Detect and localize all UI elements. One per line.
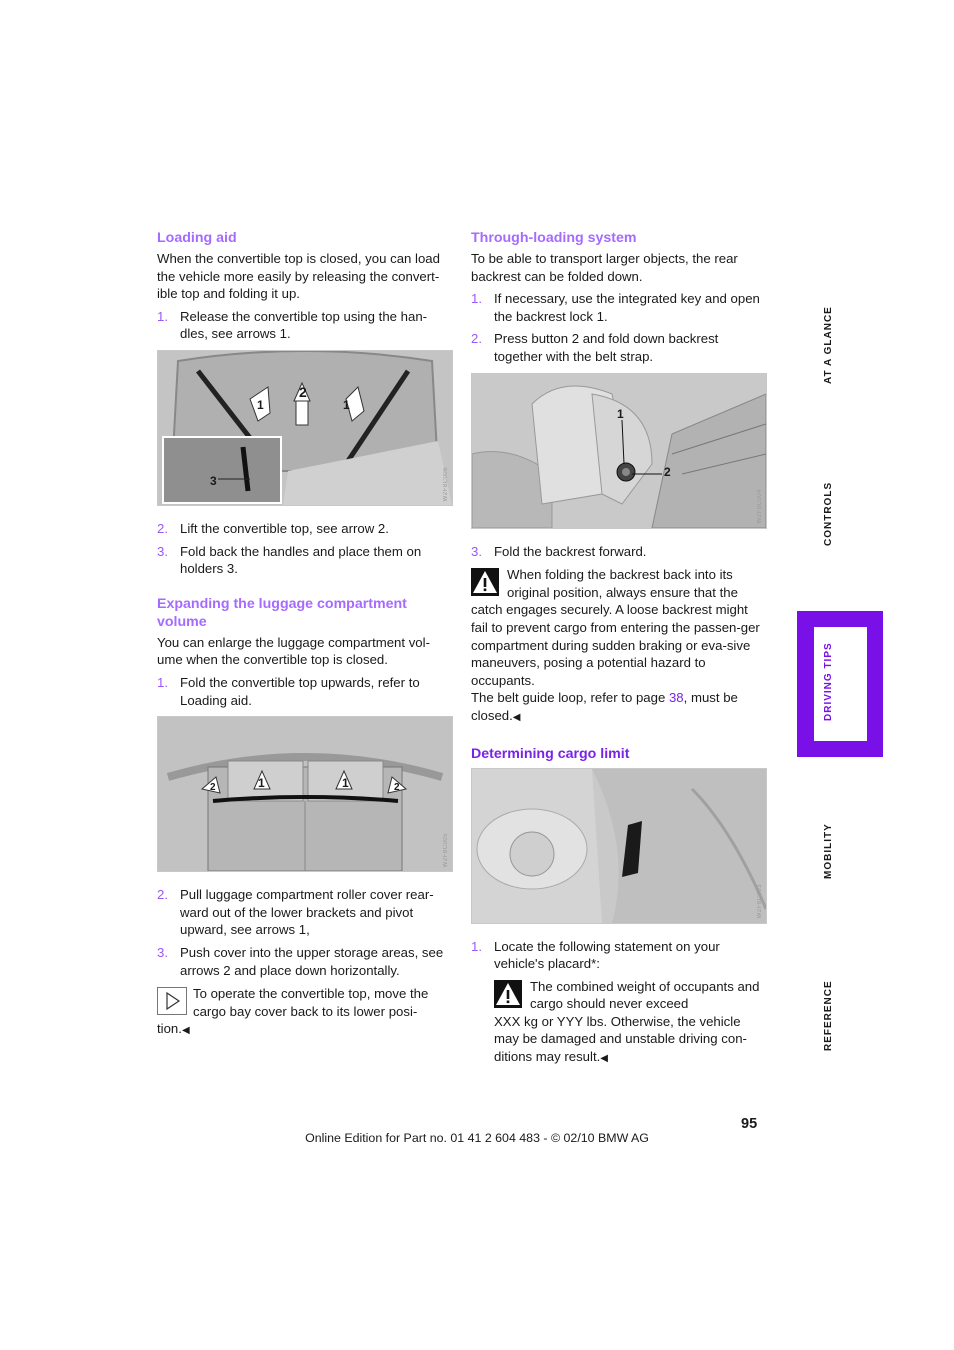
tab-label: CONTROLS xyxy=(823,481,834,546)
note-continuation xyxy=(157,1020,453,1040)
list-item xyxy=(157,886,453,939)
step-text: Lift the convertible top, see arrow 2. xyxy=(180,520,389,536)
belt-loop-text: The belt guide loop, refer to page xyxy=(471,690,669,706)
backrest-lock-figure xyxy=(471,373,767,529)
step-number: 2. xyxy=(471,331,482,347)
step-text: Press button 2 and fold down backrest together with the belt strap. xyxy=(494,331,719,364)
page-link[interactable]: 38 xyxy=(668,690,684,706)
figure-label: 1 xyxy=(258,776,265,791)
step-number: 2. xyxy=(157,520,168,536)
step-text: Release the convertible top using the han-dles, see arrows 1. xyxy=(180,308,428,342)
warning-icon xyxy=(471,568,499,596)
list-item xyxy=(157,674,453,709)
tab-label: REFERENCE xyxy=(823,980,834,1051)
figure-drawing xyxy=(158,717,452,871)
figure-code: W2F8C003 xyxy=(757,884,763,919)
step-number: 1. xyxy=(471,938,482,954)
warning-text-continued xyxy=(494,1013,767,1068)
warning-text-continued: catch engages securely. A loose backrest might fail to prevent cargo from entering the passen-ger compartment during sudden braking or eva-sive maneuvers, posing a potential hazard to occupants. xyxy=(471,602,760,688)
step-text: Pull luggage compartment roller cover rear-ward out of the lower brackets and pivot upward, see arrows 1, xyxy=(180,887,434,938)
note-text: To operate the convertible top, move the cargo bay cover back to its lower posi- xyxy=(193,986,429,1019)
end-mark-icon: ◀ xyxy=(600,1053,608,1065)
figure-label: 1 xyxy=(343,397,350,412)
step-number: 3. xyxy=(157,543,168,559)
warning-box xyxy=(494,978,767,1013)
figure-label: 1 xyxy=(617,406,624,421)
end-mark-icon: ◀ xyxy=(181,1025,190,1037)
expanding-intro: You can enlarge the luggage compartment vol-ume when the convertible top is closed. xyxy=(157,634,430,668)
list-item xyxy=(157,308,453,343)
step-text: If necessary, use the integrated key and open the backrest lock 1. xyxy=(494,291,760,324)
tab-label: DRIVING TIPS xyxy=(823,642,834,721)
step-number: 3. xyxy=(471,543,482,559)
expanding-heading: Expanding the luggage compartment volume xyxy=(157,595,407,630)
step-text: Fold the convertible top upwards, refer to Loading aid. xyxy=(180,674,420,708)
figure-label: 2 xyxy=(210,782,216,794)
placard-location-figure xyxy=(471,768,767,924)
note-triangle-icon xyxy=(157,987,187,1015)
belt-loop-note xyxy=(471,689,767,726)
through-loading-heading: Through-loading system xyxy=(471,230,637,246)
list-item xyxy=(157,944,453,979)
step-text: Push cover into the upper storage areas, see arrows 2 and place down horizontally. xyxy=(180,944,444,978)
step-text: Locate the following statement on your vehicle's placard*: xyxy=(494,938,720,972)
step-number: 3. xyxy=(157,944,168,960)
figure-drawing xyxy=(158,351,452,505)
cargo-limit-heading: Determining cargo limit xyxy=(471,745,630,762)
right-column xyxy=(471,229,767,1073)
list-item xyxy=(471,330,767,365)
list-item xyxy=(157,520,453,538)
list-item xyxy=(471,543,767,561)
figure-drawing xyxy=(472,769,766,923)
figure-label: 2 xyxy=(394,782,400,794)
step-number: 1. xyxy=(471,291,482,307)
step-number: 1. xyxy=(157,674,168,690)
figure-code: W2F8C004 xyxy=(757,489,763,524)
tab-label: AT A GLANCE xyxy=(823,306,834,384)
through-loading-intro: To be able to transport larger objects, the rear backrest can be folded down. xyxy=(471,251,738,284)
convertible-top-handles-figure xyxy=(157,350,453,506)
tab-label: MOBILITY xyxy=(823,823,834,879)
figure-label: 1 xyxy=(342,776,349,791)
luggage-cover-figure xyxy=(157,716,453,872)
loading-aid-intro: When the convertible top is closed, you can load the vehicle more easily by releasing the convert-ible top and folding it up. xyxy=(157,251,440,302)
list-item xyxy=(471,938,767,973)
warning-text: The combined weight of occupants and cargo should never exceed xyxy=(530,978,760,1012)
list-item xyxy=(471,290,767,325)
page-number: 95 xyxy=(741,1116,758,1132)
figure-code: W2F8C005 xyxy=(443,832,449,868)
step-text: Fold the backrest forward. xyxy=(494,543,647,559)
figure-code: W2F8C006 xyxy=(443,466,449,501)
figure-label: 2 xyxy=(664,464,671,479)
figure-label: 3 xyxy=(210,473,217,488)
warning-rest: XXX kg or YYY lbs. Otherwise, the vehicle may be damaged and unstable driving con-ditions may result. xyxy=(494,1013,747,1065)
warning-box xyxy=(471,566,767,601)
step-text: Fold back the handles and place them on holders 3. xyxy=(180,543,422,577)
figure-drawing xyxy=(472,374,766,528)
loading-aid-heading: Loading aid xyxy=(157,230,237,246)
warning-text: When folding the backrest back into its original position, always ensure that the xyxy=(507,567,738,600)
end-mark-icon: ◀ xyxy=(512,711,521,723)
figure-label: 2 xyxy=(299,383,307,400)
list-item xyxy=(157,543,453,578)
figure-label: 1 xyxy=(257,397,264,412)
note-box xyxy=(157,985,453,1020)
footer: Online Edition for Part no. 01 41 2 604 483 - © 02/10 BMW AG xyxy=(305,1131,649,1145)
warning-icon xyxy=(494,980,522,1008)
left-column xyxy=(157,229,453,1040)
step-number: 2. xyxy=(157,887,168,903)
cargo-warning-wrapper xyxy=(471,978,767,1068)
belt-loop-text-after: , must be closed. xyxy=(471,690,738,723)
step-number: 1. xyxy=(157,308,168,324)
active-section-tab[interactable] xyxy=(797,611,883,757)
note-cont-text: tion. xyxy=(157,1021,182,1037)
